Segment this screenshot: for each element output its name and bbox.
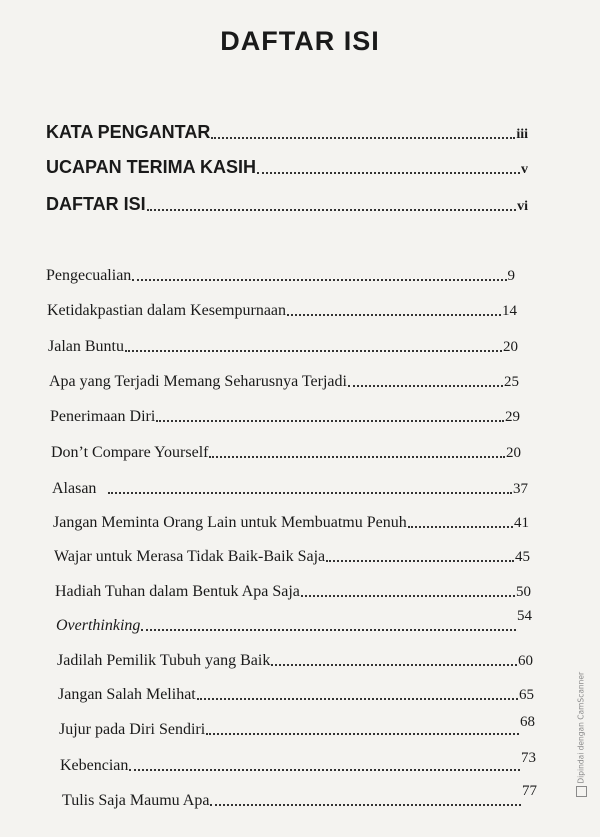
toc-entry-label: Ketidakpastian dalam Kesempurnaan [47, 302, 287, 319]
toc-entry-page: 29 [505, 409, 520, 425]
dot-leader [197, 698, 518, 700]
camscanner-logo-icon [576, 786, 587, 797]
toc-entry-page: 20 [503, 339, 518, 355]
toc-entry-page: 60 [518, 653, 533, 669]
dot-leader [147, 209, 516, 211]
toc-entry-page: 9 [507, 268, 515, 284]
toc-entry-label: UCAPAN TERIMA KASIH [46, 157, 256, 177]
dot-leader [257, 172, 520, 174]
toc-entry-label: Alasan [52, 480, 97, 497]
toc-entry[interactable] [62, 783, 537, 810]
dot-leader [287, 314, 501, 316]
toc-entry-label: Pengecualian [46, 267, 132, 284]
toc-entry-major[interactable] [46, 157, 528, 178]
toc-entry-label: KATA PENGANTAR [46, 122, 211, 142]
toc-entry[interactable] [49, 373, 519, 391]
toc-entry-page: 54 [517, 608, 532, 624]
toc-entry-page: 73 [521, 750, 536, 766]
toc-entry-label: Tulis Saja Maumu Apa [62, 792, 210, 809]
dot-leader [206, 733, 519, 735]
toc-entry-label: Jangan Meminta Orang Lain untuk Membuatmu Penuh [53, 514, 407, 531]
dot-leader [271, 664, 517, 666]
dot-leader [156, 420, 504, 422]
toc-entry-label: Apa yang Terjadi Memang Seharusnya Terjadi [49, 373, 347, 390]
toc-entry[interactable] [48, 338, 518, 356]
toc-entry-label: Jangan Salah Melihat [58, 686, 196, 703]
toc-entry-label: Hadiah Tuhan dalam Bentuk Apa Saja [55, 583, 300, 600]
toc-entry[interactable] [56, 608, 532, 635]
toc-entry-page: 45 [515, 549, 530, 565]
toc-entry-label: Jalan Buntu [48, 338, 124, 355]
toc-entry[interactable] [58, 686, 534, 704]
toc-entry-label: Don’t Compare Yourself [51, 444, 209, 461]
toc-entry-page: vi [517, 199, 528, 214]
dot-leader [125, 350, 502, 352]
dot-leader [301, 595, 515, 597]
toc-entry-page: 50 [516, 584, 531, 600]
dot-leader [408, 526, 513, 528]
toc-entry-page: 41 [514, 515, 529, 531]
toc-entry-label: Kebencian [60, 757, 129, 774]
toc-entry[interactable] [57, 652, 533, 670]
toc-entry-page: 25 [504, 374, 519, 390]
toc-entry[interactable] [55, 583, 531, 601]
dot-leader [348, 385, 503, 387]
page-title: DAFTAR ISI [220, 26, 380, 56]
toc-entry[interactable] [50, 408, 520, 426]
toc-entry-label: Penerimaan Diri [50, 408, 156, 425]
dot-leader [108, 492, 512, 494]
toc-entry-label: Jujur pada Diri Sendiri [59, 721, 206, 738]
dot-leader [211, 137, 515, 139]
dot-leader [210, 804, 521, 806]
toc-entry[interactable] [54, 548, 530, 566]
toc-entry-page: 65 [519, 687, 534, 703]
toc-entry[interactable] [60, 750, 536, 775]
toc-entry[interactable] [47, 302, 517, 320]
toc-entry-page: 68 [520, 714, 535, 730]
toc-entry-page: v [521, 162, 528, 177]
toc-entry-label: Overthinking [56, 617, 141, 634]
toc-entry-label: Wajar untuk Merasa Tidak Baik-Baik Saja [54, 548, 326, 565]
toc-entry-page: 37 [513, 481, 528, 497]
toc-entry[interactable] [52, 480, 528, 498]
toc-entry-page: iii [516, 127, 528, 142]
toc-entry-page: 20 [506, 445, 521, 461]
dot-leader [129, 769, 520, 771]
toc-entry[interactable] [59, 714, 535, 739]
toc-entry-label: DAFTAR ISI [46, 194, 146, 214]
toc-entry-label: Jadilah Pemilik Tubuh yang Baik [57, 652, 271, 669]
dot-leader [209, 456, 505, 458]
toc-entry[interactable] [51, 444, 521, 462]
scanner-watermark [576, 650, 596, 800]
dot-leader [141, 629, 516, 631]
toc-entry[interactable] [46, 267, 515, 285]
toc-entry[interactable] [53, 514, 529, 532]
toc-entry-page: 77 [522, 783, 537, 799]
toc-entry-page: 14 [502, 303, 517, 319]
toc-entry-major[interactable] [46, 122, 528, 143]
dot-leader [326, 560, 514, 562]
dot-leader [132, 279, 506, 281]
toc-entry-major[interactable] [46, 194, 528, 215]
scanner-watermark-text: Dipindai dengan CamScanner [576, 671, 586, 784]
